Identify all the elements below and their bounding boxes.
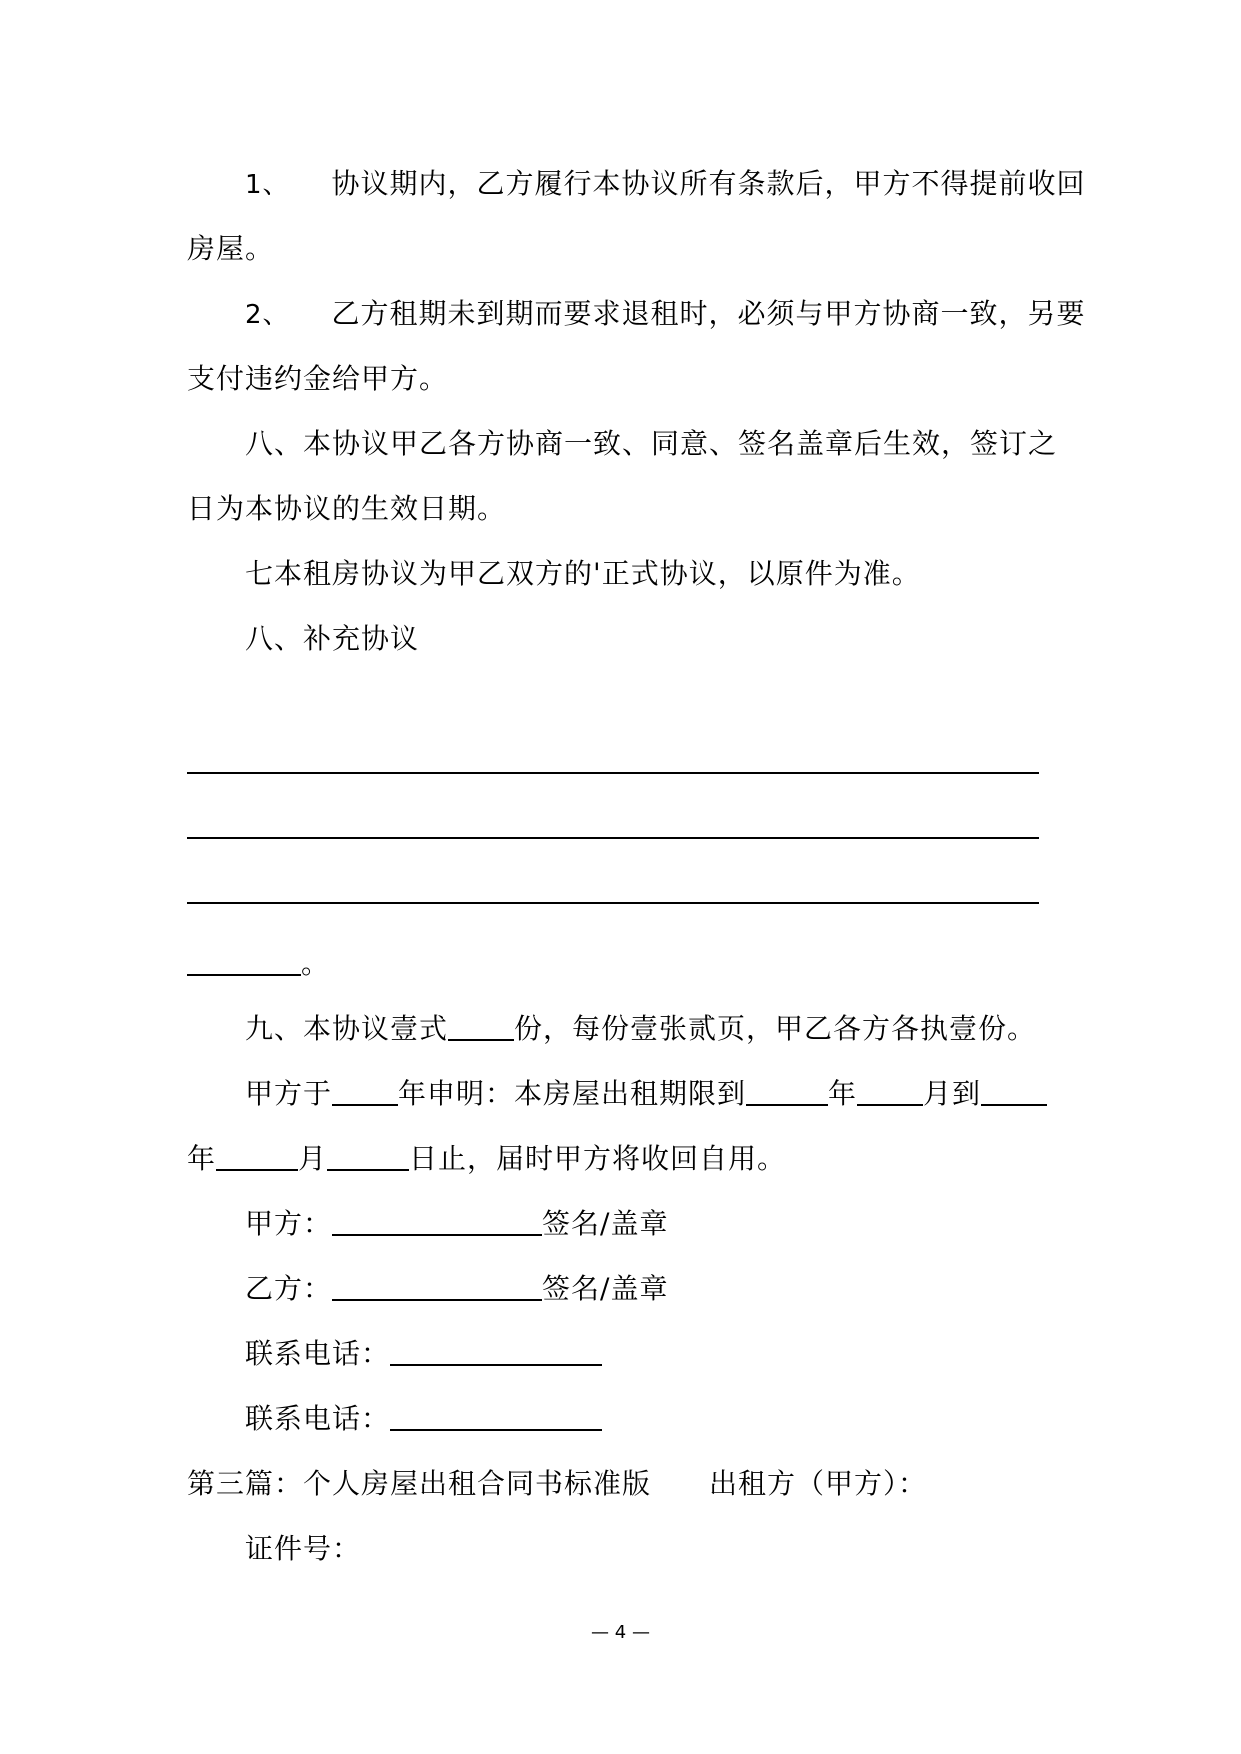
party-a-label: 甲方： xyxy=(245,1207,333,1240)
term-end-year-blank[interactable] xyxy=(746,1074,828,1106)
clause-1-number: 1、 xyxy=(245,170,290,200)
clause-2-number: 2、 xyxy=(245,300,290,330)
party-b-signature xyxy=(245,1269,668,1309)
term-end-month-blank[interactable] xyxy=(857,1074,923,1106)
phone-a-label: 联系电话： xyxy=(245,1337,391,1370)
clause-2-line-2: 支付违约金给甲方。 xyxy=(187,362,449,395)
declaration-text-5: 年 xyxy=(187,1142,217,1175)
declaration-year-blank[interactable] xyxy=(332,1074,398,1106)
supplement-heading: 八、补充协议 xyxy=(245,622,420,655)
declaration-text-2: 年申明：本房屋出租期限到 xyxy=(398,1077,747,1110)
clause-nine xyxy=(245,1009,1036,1049)
phone-a xyxy=(245,1334,602,1374)
supplement-short-blank[interactable] xyxy=(187,944,301,976)
phone-b xyxy=(245,1399,602,1439)
clause-2-text: 乙方租期未到期而要求退租时，必须与甲方协商一致，另要 xyxy=(331,297,1086,330)
party-a-signature-blank[interactable] xyxy=(332,1204,542,1236)
declaration-line-1 xyxy=(245,1074,1047,1114)
clause-eight-line-2: 日为本协议的生效日期。 xyxy=(187,492,507,525)
phone-a-blank[interactable] xyxy=(390,1334,602,1366)
page-number: — 4 — xyxy=(591,1622,650,1643)
supplement-end: 。 xyxy=(301,947,331,980)
section-three-title: 第三篇：个人房屋出租合同书标准版 xyxy=(187,1467,652,1500)
declaration-line-2 xyxy=(187,1139,786,1179)
clause-1-text: 协议期内，乙方履行本协议所有条款后，甲方不得提前收回 xyxy=(331,167,1086,200)
party-a-sign-seal: 签名/盖章 xyxy=(542,1207,669,1240)
party-b-sign-seal: 签名/盖章 xyxy=(542,1272,669,1305)
phone-b-blank[interactable] xyxy=(390,1399,602,1431)
declaration-text-3: 年 xyxy=(828,1077,858,1110)
clause-2-line-1 xyxy=(245,294,1086,335)
term-second-day-blank[interactable] xyxy=(327,1139,409,1171)
clause-1-line-1 xyxy=(245,164,1086,205)
clause-eight-line-1: 八、本协议甲乙各方协商一致、同意、签名盖章后生效，签订之 xyxy=(245,427,1058,460)
term-second-year-blank[interactable] xyxy=(981,1074,1047,1106)
phone-b-label: 联系电话： xyxy=(245,1402,391,1435)
clause-nine-prefix: 九、本协议壹式 xyxy=(245,1012,449,1045)
copies-blank[interactable] xyxy=(448,1009,514,1041)
party-b-label: 乙方： xyxy=(245,1272,333,1305)
party-b-signature-blank[interactable] xyxy=(332,1269,542,1301)
declaration-text-7: 日止，届时甲方将收回自用。 xyxy=(409,1142,787,1175)
clause-1-line-2: 房屋。 xyxy=(187,232,275,265)
declaration-text-6: 月 xyxy=(298,1142,328,1175)
declaration-text-4: 月到 xyxy=(923,1077,982,1110)
id-number-label: 证件号： xyxy=(245,1532,362,1565)
section-three-lessor: 出租方（甲方）： xyxy=(709,1467,928,1500)
supplement-blank-line-3[interactable] xyxy=(187,902,1039,904)
declaration-text-1: 甲方于 xyxy=(245,1077,333,1110)
supplement-blank-line-2[interactable] xyxy=(187,837,1039,839)
supplement-blank-line-1[interactable] xyxy=(187,772,1039,774)
clause-seven: 七本租房协议为甲乙双方的'正式协议，以原件为准。 xyxy=(245,557,921,590)
clause-nine-suffix: 份，每份壹张贰页，甲乙各方各执壹份。 xyxy=(514,1012,1037,1045)
supplement-blank-line-4 xyxy=(187,944,330,984)
party-a-signature xyxy=(245,1204,668,1244)
term-second-month-blank[interactable] xyxy=(216,1139,298,1171)
